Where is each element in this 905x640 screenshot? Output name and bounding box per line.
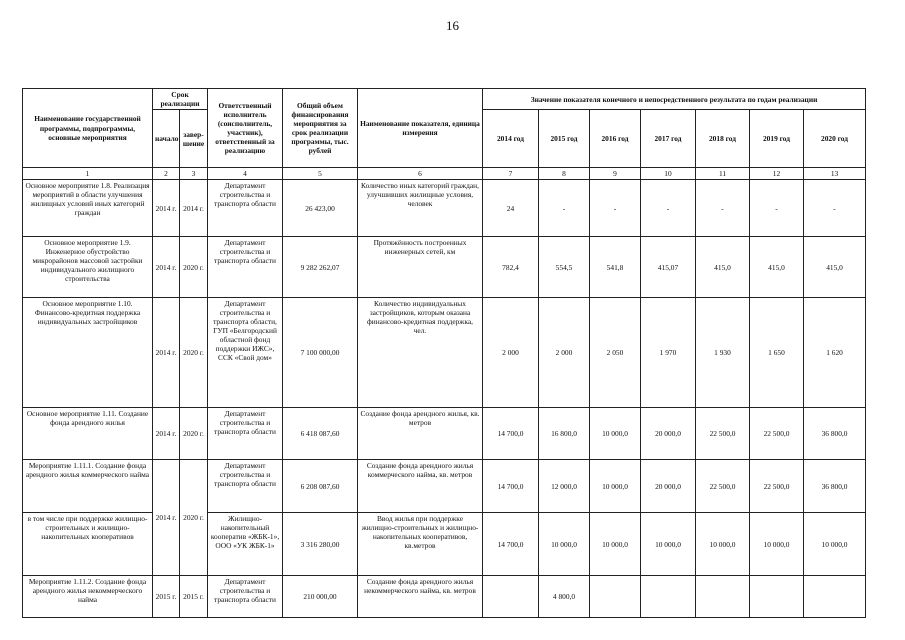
column-number: 2 — [153, 168, 180, 180]
row-indicator: Создание фонда арендного жилья коммерческого найма, кв. метров — [358, 460, 483, 513]
row-name: в том числе при поддержке жилищно-строительных и жилищно-накопительных кооперативов — [23, 513, 153, 576]
row-value — [590, 576, 641, 618]
row-value: 36 800,0 — [804, 408, 866, 460]
column-number: 13 — [804, 168, 866, 180]
row-indicator: Ввод жилья при поддержке жилищно-строительных и жилищно-накопительных кооперативов, кв.метров — [358, 513, 483, 576]
row-executor: Департамент строительства и транспорта области — [208, 237, 283, 298]
row-end: 2015 г. — [180, 576, 208, 618]
row-budget: 9 282 262,07 — [283, 237, 358, 298]
row-value: 1 650 — [750, 298, 804, 408]
row-value: 22 500,0 — [750, 408, 804, 460]
table-row — [23, 180, 866, 237]
row-value: 10 000,0 — [590, 513, 641, 576]
header-term-start: начало — [153, 110, 180, 168]
row-value: 16 800,0 — [539, 408, 590, 460]
row-value: 20 000,0 — [641, 460, 696, 513]
row-value: 554,5 — [539, 237, 590, 298]
row-name: Основное мероприятие 1.11. Создание фонда арендного жилья — [23, 408, 153, 460]
row-value — [750, 576, 804, 618]
column-number: 8 — [539, 168, 590, 180]
column-number: 10 — [641, 168, 696, 180]
row-value: - — [641, 180, 696, 237]
row-value: - — [696, 180, 750, 237]
table-row — [23, 237, 866, 298]
row-end: 2020 г. — [180, 298, 208, 408]
row-value — [641, 576, 696, 618]
row-value: 10 000,0 — [804, 513, 866, 576]
row-name: Основное мероприятие 1.9. Инженерное обустройство микрорайонов массовой застройки индивидуального жилищного строительства — [23, 237, 153, 298]
row-value: 10 000,0 — [539, 513, 590, 576]
row-name: Основное мероприятие 1.10. Финансово-кредитная поддержка индивидуальных застройщиков — [23, 298, 153, 408]
column-number: 6 — [358, 168, 483, 180]
header-year: 2015 год — [539, 110, 590, 168]
row-budget: 210 000,00 — [283, 576, 358, 618]
row-executor: Департамент строительства и транспорта области, ГУП «Белгородский областной фонд поддержки ИЖС», ССК «Свой дом» — [208, 298, 283, 408]
header-year: 2019 год — [750, 110, 804, 168]
column-number: 4 — [208, 168, 283, 180]
row-budget: 6 418 087,60 — [283, 408, 358, 460]
row-value — [696, 576, 750, 618]
row-value: 415,0 — [750, 237, 804, 298]
row-value: 10 000,0 — [590, 408, 641, 460]
column-number: 9 — [590, 168, 641, 180]
row-indicator: Количество иных категорий граждан, улучшивших жилищные условия, человек — [358, 180, 483, 237]
header-term-group: Срок реализации — [153, 89, 208, 110]
row-value: 782,4 — [483, 237, 539, 298]
row-value: 24 — [483, 180, 539, 237]
row-value: 10 000,0 — [750, 513, 804, 576]
row-budget: 3 316 280,00 — [283, 513, 358, 576]
column-number: 3 — [180, 168, 208, 180]
table-row — [23, 460, 866, 513]
row-indicator: Количество индивидуальных застройщиков, которым оказана финансово-кредитная поддержка, чел. — [358, 298, 483, 408]
row-value: 10 000,0 — [590, 460, 641, 513]
row-value: 2 050 — [590, 298, 641, 408]
row-value: 36 800,0 — [804, 460, 866, 513]
row-value: - — [804, 180, 866, 237]
row-value: 541,8 — [590, 237, 641, 298]
row-value: - — [750, 180, 804, 237]
row-value: 10 000,0 — [696, 513, 750, 576]
row-value: 415,0 — [804, 237, 866, 298]
header-name: Наименование государственной программы, подпрограммы, основные мероприятия — [23, 89, 153, 168]
row-value: 2 000 — [539, 298, 590, 408]
row-value — [804, 576, 866, 618]
row-budget: 6 208 087,60 — [283, 460, 358, 513]
program-table — [22, 88, 866, 618]
table-row — [23, 576, 866, 618]
row-value: 415,0 — [696, 237, 750, 298]
row-value: - — [539, 180, 590, 237]
row-value: 1 970 — [641, 298, 696, 408]
row-name: Мероприятие 1.11.1. Создание фонда арендного жилья коммерческого найма — [23, 460, 153, 513]
header-year: 2020 год — [804, 110, 866, 168]
row-executor: Департамент строительства и транспорта области — [208, 576, 283, 618]
row-executor: Департамент строительства и транспорта области — [208, 180, 283, 237]
header-year: 2016 год — [590, 110, 641, 168]
header-year: 2017 год — [641, 110, 696, 168]
row-value: - — [590, 180, 641, 237]
row-value: 14 700,0 — [483, 408, 539, 460]
header-year: 2018 год — [696, 110, 750, 168]
row-value: 10 000,0 — [641, 513, 696, 576]
row-start: 2014 г. — [153, 408, 180, 460]
row-value: 14 700,0 — [483, 513, 539, 576]
table-row — [23, 298, 866, 408]
row-value: 22 500,0 — [750, 460, 804, 513]
column-number: 1 — [23, 168, 153, 180]
row-indicator: Создание фонда арендного жилья, кв. метров — [358, 408, 483, 460]
row-end: 2020 г. — [180, 237, 208, 298]
column-number-row — [23, 168, 866, 180]
row-start: 2014 г. — [153, 237, 180, 298]
row-start: 2014 г. — [153, 180, 180, 237]
header-values-group: Значение показателя конечного и непосредственного результата по годам реализации — [483, 89, 866, 110]
column-number: 11 — [696, 168, 750, 180]
row-start: 2014 г. — [153, 298, 180, 408]
row-indicator: Протяжённость построенных инженерных сетей, км — [358, 237, 483, 298]
row-indicator: Создание фонда арендного жилья некоммерческого найма, кв. метров — [358, 576, 483, 618]
row-start: 2015 г. — [153, 576, 180, 618]
header-indicator: Наименование показателя, единица измерения — [358, 89, 483, 168]
row-name: Мероприятие 1.11.2. Создание фонда арендного жилья некоммерческого найма — [23, 576, 153, 618]
header-year: 2014 год — [483, 110, 539, 168]
row-value: 4 800,0 — [539, 576, 590, 618]
row-executor: Департамент строительства и транспорта области — [208, 408, 283, 460]
column-number: 7 — [483, 168, 539, 180]
row-end: 2020 г. — [180, 408, 208, 460]
row-value: 14 700,0 — [483, 460, 539, 513]
row-value: 22 500,0 — [696, 408, 750, 460]
row-end: 2014 г. — [180, 180, 208, 237]
row-value: 1 620 — [804, 298, 866, 408]
row-executor: Жилищно-накопительный кооператив «ЖБК-1», ООО «УК ЖБК-1» — [208, 513, 283, 576]
row-executor: Департамент строительства и транспорта области — [208, 460, 283, 513]
column-number: 12 — [750, 168, 804, 180]
row-budget: 26 423,00 — [283, 180, 358, 237]
row-budget: 7 100 000,00 — [283, 298, 358, 408]
row-value: 1 930 — [696, 298, 750, 408]
row-value: 2 000 — [483, 298, 539, 408]
row-name: Основное мероприятие 1.8. Реализация мероприятий в области улучшения жилищных условий иных категорий граждан — [23, 180, 153, 237]
row-value: 415,07 — [641, 237, 696, 298]
header-budget: Общий объем финансирования мероприятия за срок реализации программы, тыс. рублей — [283, 89, 358, 168]
column-number: 5 — [283, 168, 358, 180]
page-number: 16 — [446, 18, 459, 33]
row-value: 12 000,0 — [539, 460, 590, 513]
header-executor: Ответственный исполнитель (соисполнитель, участник), ответственный за реализацию — [208, 89, 283, 168]
table-row — [23, 408, 866, 460]
row-value — [483, 576, 539, 618]
header-term-end: завер-шение — [180, 110, 208, 168]
table-row — [23, 513, 866, 576]
row-start: 2014 г. — [153, 460, 180, 576]
row-value: 20 000,0 — [641, 408, 696, 460]
row-value: 22 500,0 — [696, 460, 750, 513]
row-end: 2020 г. — [180, 460, 208, 576]
